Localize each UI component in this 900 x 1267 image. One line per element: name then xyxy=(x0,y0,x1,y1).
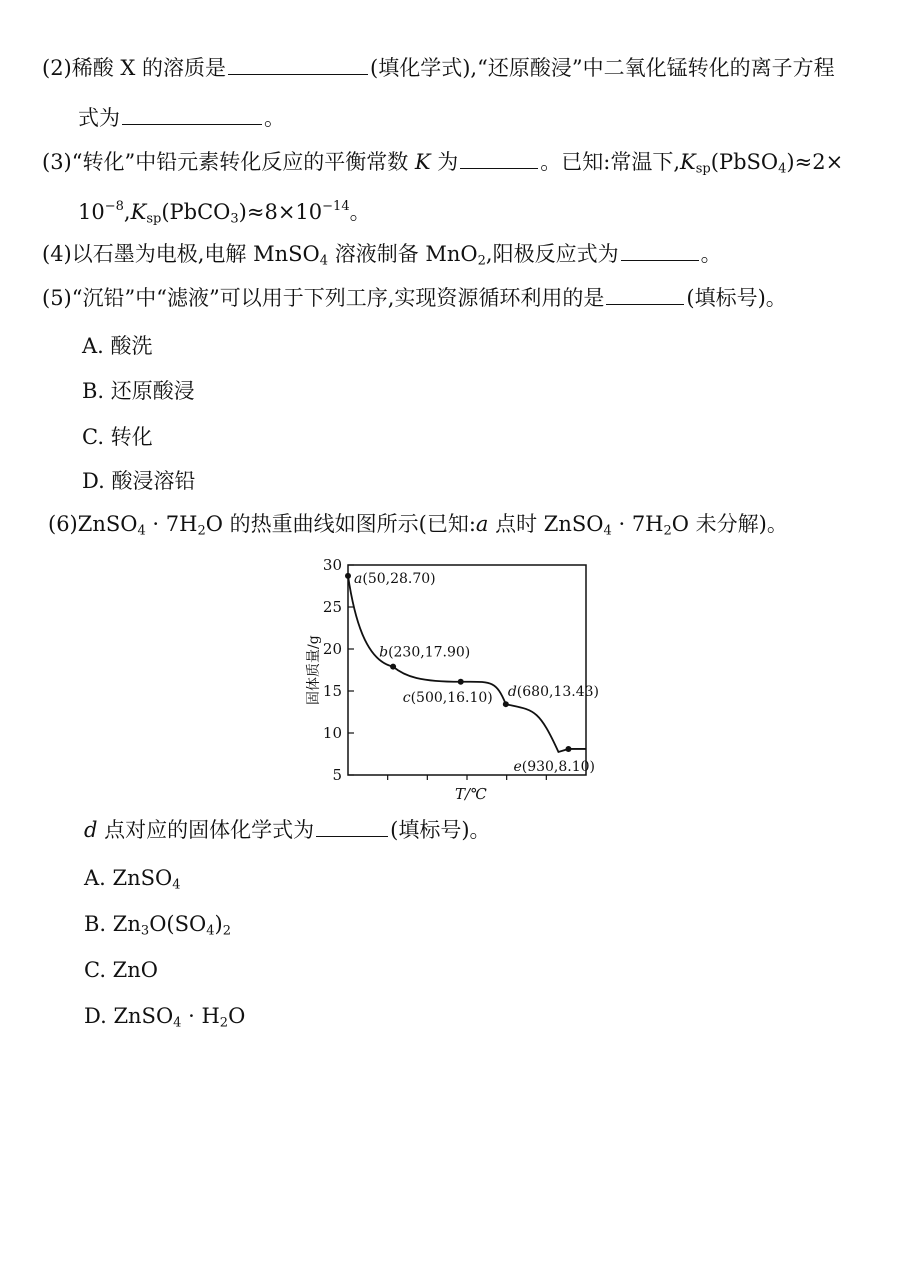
q2-blank2[interactable] xyxy=(122,123,262,125)
q3-comma: , xyxy=(123,200,131,225)
y-tick-label: 15 xyxy=(322,682,342,700)
q6-text1: (6)ZnSO xyxy=(48,512,138,536)
q6-option-d xyxy=(84,1006,245,1029)
q6-optb-sub3: 2 xyxy=(222,923,231,939)
q3-blank[interactable] xyxy=(460,167,538,169)
q6-optc-text: C. ZnO xyxy=(84,958,159,982)
q3-exp1: −8 xyxy=(104,199,124,214)
q6-question-end: (填标号)。 xyxy=(390,818,491,842)
point-b xyxy=(390,664,396,670)
q6-question-d: d xyxy=(84,818,98,842)
q3-end: 。 xyxy=(349,200,371,225)
q6-question xyxy=(84,820,491,841)
q5-option-b: B. 还原酸浸 xyxy=(82,379,195,403)
q2-text3: 式为 xyxy=(78,106,120,130)
q3-text3: 。已知:常温下, xyxy=(540,150,681,174)
q6-optd-sub: 4 xyxy=(173,1015,182,1031)
q3-exp2: −14 xyxy=(322,199,350,214)
q3-approx: )≈8×10 xyxy=(238,200,323,225)
point-label-e: e(930,8.10) xyxy=(513,758,596,775)
q6-sub1: 4 xyxy=(137,523,146,539)
q5-text2: (填标号)。 xyxy=(686,286,787,310)
q3-ksp1-open: (PbSO xyxy=(710,150,779,174)
q3-line2 xyxy=(78,200,371,225)
y-tick-label: 30 xyxy=(322,556,342,574)
q6-text2: · 7H xyxy=(145,512,198,536)
q4-sub2: 2 xyxy=(477,253,486,269)
q6-optb-mid: O(SO xyxy=(149,912,207,936)
q6-a: a xyxy=(475,512,489,536)
y-tick-label: 10 xyxy=(322,724,342,742)
y-ticks xyxy=(323,556,354,784)
y-tick-label: 5 xyxy=(332,766,342,784)
q3-line1 xyxy=(42,152,843,175)
q6-line xyxy=(48,514,788,537)
q5-blank[interactable] xyxy=(606,303,684,305)
q6-blank[interactable] xyxy=(316,835,388,837)
y-axis-label: 固体质量/g xyxy=(306,635,322,705)
q6-option-c xyxy=(84,960,158,981)
q2-line2 xyxy=(78,108,285,129)
point-label-c: c(500,16.10) xyxy=(402,689,493,706)
y-tick-label: 25 xyxy=(322,598,342,616)
point-label-a: a(50,28.70) xyxy=(354,570,436,587)
x-axis-label: T/℃ xyxy=(455,785,487,803)
q5-text1: (5)“沉铅”中“滤液”可以用于下列工序,实现资源循环利用的是 xyxy=(42,286,605,310)
q4-line xyxy=(42,244,722,267)
q4-text2: 溶液制备 MnO xyxy=(328,242,478,266)
q6-text3: O 的热重曲线如图所示(已知: xyxy=(205,512,476,536)
q6-opta-sub: 4 xyxy=(172,877,181,893)
q4-sub1: 4 xyxy=(319,253,329,269)
q6-optd-sub2: 2 xyxy=(219,1015,229,1031)
q6-text6: O 未分解)。 xyxy=(671,512,788,536)
q4-text3: ,阳极反应式为 xyxy=(485,242,619,266)
q3-ksp1-sub: 4 xyxy=(778,161,787,177)
q3-pbco: (PbCO xyxy=(161,200,231,225)
q5-option-d: D. 酸浸溶铅 xyxy=(82,469,196,493)
q5-option-c: C. 转化 xyxy=(82,425,153,449)
point-e xyxy=(565,746,571,752)
q6-opta-text: A. ZnSO xyxy=(84,866,173,890)
q3-10: 10 xyxy=(78,200,105,225)
q3-ksp-sub: sp xyxy=(695,161,711,177)
q6-optd-mid: · H xyxy=(181,1004,220,1028)
thermogravimetric-chart xyxy=(300,555,600,805)
q6-option-a xyxy=(84,868,181,891)
q5-line xyxy=(42,288,787,309)
q6-optb-sub1: 3 xyxy=(140,923,150,939)
q3-ksp-k: K xyxy=(680,150,696,174)
point-c xyxy=(458,679,464,685)
q3-text2: 为 xyxy=(437,150,459,174)
q3-k: K xyxy=(414,150,431,174)
q6-question-text: 点对应的固体化学式为 xyxy=(97,818,315,842)
point-a xyxy=(345,573,351,579)
q2-text2: (填化学式),“还原酸浸”中二氧化锰转化的离子方程 xyxy=(370,56,835,80)
q6-optd-text: D. ZnSO xyxy=(84,1004,174,1028)
q2-text4: 。 xyxy=(264,106,285,130)
q3-k2-sub: sp xyxy=(146,211,162,227)
q4-text1: (4)以石墨为电极,电解 MnSO xyxy=(42,242,320,266)
q3-text1: (3)“转化”中铅元素转化反应的平衡常数 xyxy=(42,150,409,174)
q6-optb-end: ) xyxy=(214,912,223,936)
point-d xyxy=(503,701,509,707)
y-tick-label: 20 xyxy=(322,640,342,658)
mass-curve xyxy=(348,576,586,752)
q2-line1 xyxy=(42,58,835,79)
q6-text5: · 7H xyxy=(611,512,664,536)
q6-text4: 点时 ZnSO xyxy=(488,512,604,536)
chart-frame xyxy=(348,565,586,775)
q6-sub2: 2 xyxy=(197,523,206,539)
q6-optb-text: B. Zn xyxy=(84,912,141,936)
q6-option-b xyxy=(84,914,231,937)
q4-text4: 。 xyxy=(700,242,722,266)
q4-blank[interactable] xyxy=(621,259,699,261)
q3-ksp1-tail: )≈2× xyxy=(786,150,844,174)
q6-sub3: 4 xyxy=(603,523,612,539)
q3-k2: K xyxy=(130,200,147,225)
q2-text1: (2)稀酸 X 的溶质是 xyxy=(42,56,227,80)
q3-pbco-sub: 3 xyxy=(230,211,239,227)
q6-optb-sub2: 4 xyxy=(206,923,215,939)
q2-blank1[interactable] xyxy=(228,73,368,75)
data-points xyxy=(345,571,599,775)
q6-optd-end: O xyxy=(228,1004,246,1028)
q5-option-a: A. 酸洗 xyxy=(82,334,153,358)
point-label-d: d(680,13.43) xyxy=(507,684,599,701)
point-label-b: b(230,17.90) xyxy=(379,644,471,661)
q6-sub4: 2 xyxy=(663,523,672,539)
